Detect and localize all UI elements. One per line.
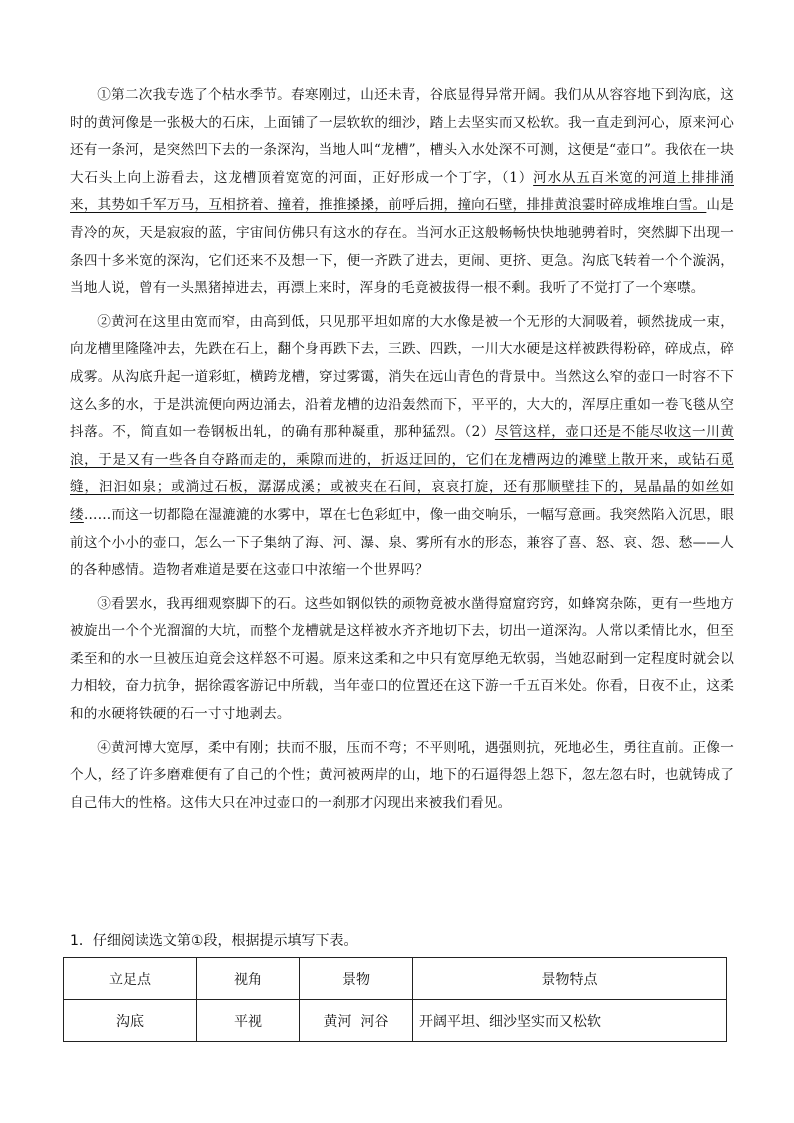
cell-standpoint: 沟底 <box>64 1000 197 1042</box>
paragraph-3: ③看罢水，我再细观察脚下的石。这些如钢似铁的顽物竟被水凿得窟窟窍窍，如蜂窝杂陈，更有一些地方被旋出一个个光溜溜的大坑，而整个龙槽就是这样被水齐齐地切下去，切出一道深沟。人常以柔情比水，但至柔至和的水一旦被压迫竟会这样怒不可遏。原来这柔和之中只有宽厚绝无软弱，当她忍耐到一定程度时就会以力相较，奋力抗争，据徐霞客游记中所载，当年壶口的位置还在这下游一千五百米处。你看，日夜不止，这柔和的水硬将铁硬的石一寸寸地剥去。 <box>70 595 734 723</box>
table-header-row <box>64 958 727 1000</box>
cell-scenery: 黄河 河谷 <box>300 1000 413 1042</box>
cell-viewpoint: 平视 <box>197 1000 300 1042</box>
reading-passage <box>70 82 734 823</box>
paragraph-2-text-b: ……而这一切都隐在湿漉漉的水雾中，罩在七色彩虹中，像一曲交响乐，一幅写意画。我突然陷入沉思，眼前这个小小的壶口，怎么一下子集纳了海、河、瀑、泉、雾所有水的形态，兼容了喜、怒、哀、怨、愁——人的各种感情。造物者难道是要在这壶口中浓缩一个世界吗？ <box>70 506 734 579</box>
paragraph-1-text-b: 山是青冷的灰，天是寂寂的蓝，宇宙间仿佛只有这水的存在。当河水正这般畅畅快快地驰骋着时，突然脚下出现一条四十多米宽的深沟，它们还来不及想一下，便一齐跌了进去，更闹、更挤、更急。沟底飞转着一个个漩涡，当地人说，曾有一头黑猪掉进去，再漂上来时，浑身的毛竟被拔得一根不剩。我听了不觉打了一个寒噤。 <box>70 197 734 297</box>
header-scenery: 景物 <box>300 958 413 1000</box>
paragraph-2-text-a: ②黄河在这里由宽而窄，由高到低，只见那平坦如席的大水像是被一个无形的大洞吸着，顿然拢成一束，向龙槽里隆隆冲去，先跌在石上，翻个身再跌下去，三跌、四跌，一川大水硬是这样被跌得粉碎，碎成点，碎成雾。从沟底升起一道彩虹，横跨龙槽，穿过雾霭，消失在远山青色的背景中。当然这么窄的壶口一时容不下这么多的水，于是洪流便向两边涌去，沿着龙槽的边沿轰然而下，平平的，大大的，浑厚庄重如一卷飞毯从空抖落。不，简直如一卷钢板出轧，的确有那种凝重，那种猛烈。（2） <box>70 313 734 441</box>
cell-scenery-features: 开阔平坦、细沙坚实而又松软 <box>413 1000 727 1042</box>
paragraph-1-underlined: 河水从五百米宽的河道上排排涌来，其势如千军万马，互相挤着、撞着，推推搡搡，前呼后拥，撞向石壁，排排黄浪霎时碎成堆堆白雪。 <box>70 169 734 214</box>
header-viewpoint: 视角 <box>197 958 300 1000</box>
question-1: 1．仔细阅读选文第①段，根据提示填写下表。 <box>70 933 358 949</box>
answer-table <box>63 957 727 1042</box>
paragraph-1 <box>70 82 734 303</box>
header-standpoint: 立足点 <box>64 958 197 1000</box>
paragraph-2-underlined: 尽管这样，壶口还是不能尽收这一川黄浪，于是又有一些各自夺路而走的，乘隙而进的，折返迂回的，它们在龙槽两边的滩壁上散开来，或钻石觅缝，汩汩如泉；或淌过石板，潺潺成溪；或被夹在石间，哀哀打旋，还有那顺壁挂下的，晃晶晶的如丝如缕 <box>70 424 734 523</box>
paragraph-2 <box>70 309 734 585</box>
paragraph-4: ④黄河博大宽厚，柔中有刚；扶而不服，压而不弯；不平则吼，遇强则抗，死地必生，勇往直前。正像一个人，经了许多磨难便有了自己的个性；黄河被两岸的山，地下的石逼得怨上怨下，忽左忽右时，也就铸成了自己伟大的性格。这伟大只在冲过壶口的一刹那才闪现出来被我们看见。 <box>70 739 734 811</box>
header-scenery-features: 景物特点 <box>413 958 727 1000</box>
paragraph-1-text-a: ①第二次我专选了个枯水季节。春寒刚过，山还未青，谷底显得异常开阔。我们从从容容地下到沟底，这时的黄河像是一张极大的石床，上面铺了一层软软的细沙，踏上去坚实而又松软。我一直走到河心，原来河心还有一条河，是突然凹下去的一条深沟，当地人叫“龙槽”，槽头入水处深不可测，这便是“壶口”。我依在一块大石头上向上游看去，这龙槽顶着宽宽的河面，正好形成一个丁字，（1） <box>70 87 734 186</box>
table-row <box>64 1000 727 1042</box>
